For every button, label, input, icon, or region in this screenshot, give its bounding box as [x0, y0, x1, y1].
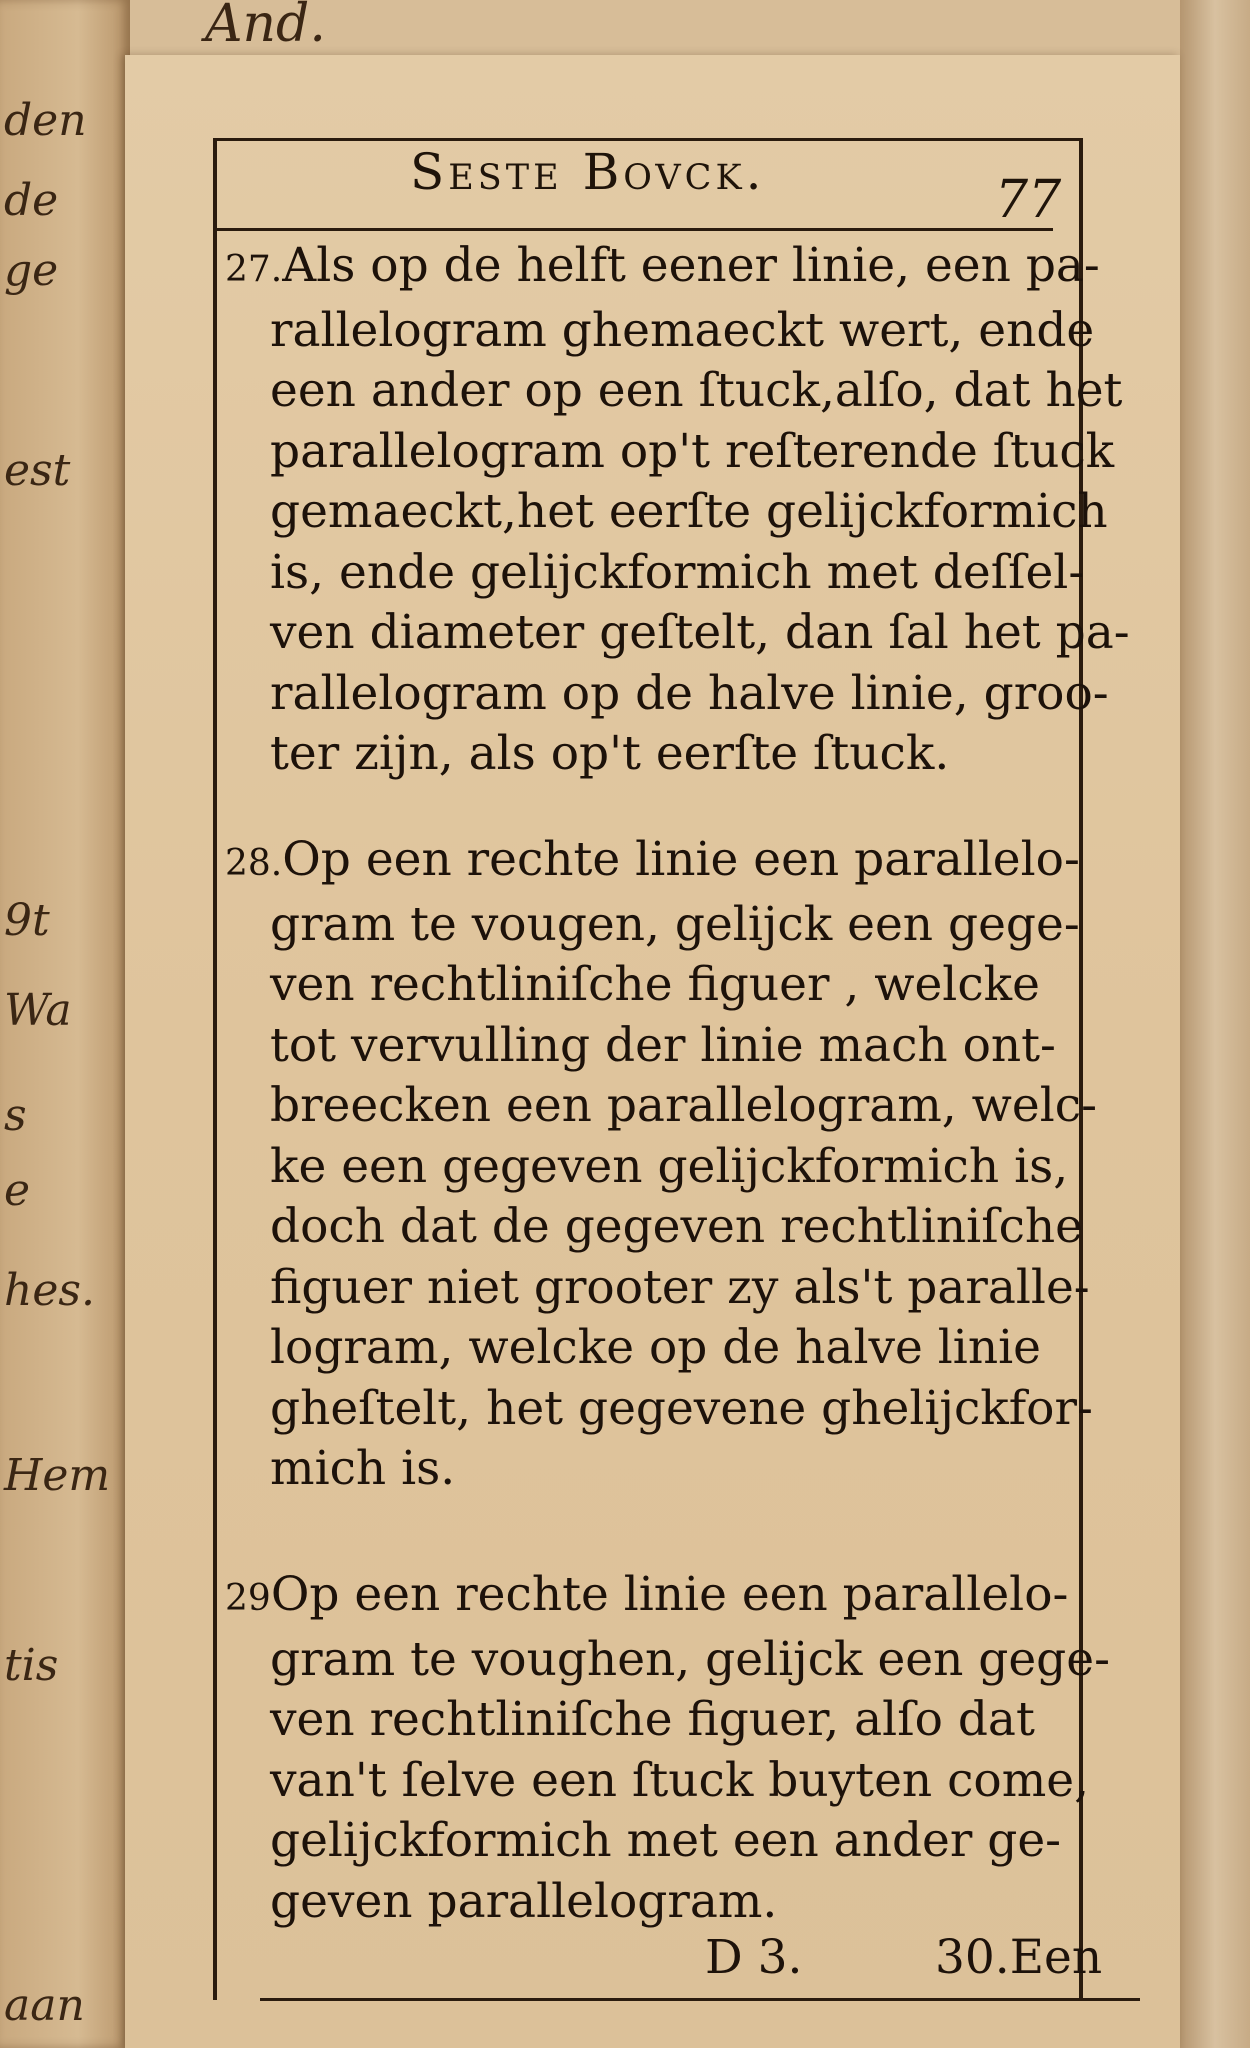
line-text: is, ende gelijckformich met deſſel- — [270, 544, 1085, 600]
text-line — [225, 1811, 1085, 1872]
line-text: gram te voughen, gelijck een gege- — [270, 1631, 1110, 1687]
line-text: een ander op een ſtuck,alſo, dat het — [270, 363, 1123, 418]
text-line — [225, 1076, 1097, 1137]
line-text: gelijckformich met een ander ge- — [270, 1813, 1062, 1868]
text-line — [225, 1137, 1085, 1198]
margin-note: Wa — [4, 985, 72, 1036]
text-line — [225, 724, 1085, 785]
margin-note: est — [4, 445, 71, 496]
line-text: geven parallelogram. — [270, 1873, 778, 1929]
top-handwritten-note: And. — [205, 0, 326, 54]
text-line — [225, 1197, 1085, 1258]
text-line — [225, 1690, 1085, 1751]
text-line — [225, 830, 1085, 895]
line-text: figuer niet grooter zy als't paralle- — [270, 1259, 1090, 1315]
text-line — [225, 603, 1130, 664]
paragraph-number: 29 — [225, 1578, 271, 1619]
line-text: breecken een parallelogram, welc- — [270, 1078, 1097, 1133]
text-line — [225, 301, 1095, 362]
line-text: rallelogram ghemaeckt wert, ende — [270, 302, 1095, 358]
line-text: ke een gegeven gelijckformich is, — [270, 1138, 1069, 1194]
text-line — [225, 1016, 1085, 1077]
text-line — [225, 955, 1085, 1016]
margin-note: Hem — [4, 1450, 111, 1501]
text-line — [225, 1318, 1085, 1379]
text-line — [225, 482, 1108, 543]
margin-note: ge — [4, 245, 59, 296]
line-text: Op een rechte linie een parallelo- — [282, 832, 1080, 887]
paragraph-29 — [225, 1565, 1110, 1932]
page-number: 77 — [995, 170, 1062, 230]
text-line — [225, 1565, 1085, 1630]
text-line — [225, 236, 1100, 301]
margin-note: tis — [4, 1640, 59, 1691]
text-line — [225, 1872, 1085, 1933]
line-text: parallelogram op't reſterende ſtuck — [270, 423, 1115, 479]
line-text: ven diameter geſtelt, dan ſal het pa- — [270, 605, 1130, 660]
text-line — [225, 422, 1115, 483]
line-text: mich is. — [270, 1441, 456, 1496]
header-rule — [213, 228, 1053, 231]
line-text: rallelogram op de halve linie, groo- — [270, 665, 1109, 721]
margin-note: hes. — [4, 1265, 95, 1316]
margin-note: aan — [4, 1980, 85, 2031]
line-text: doch dat de gegeven rechtliniſche — [270, 1199, 1083, 1254]
signature-mark: D 3. — [705, 1930, 803, 1985]
text-line — [225, 1751, 1090, 1812]
text-line — [225, 543, 1085, 604]
paragraph-number: 28. — [225, 843, 283, 884]
margin-note: den — [4, 95, 87, 146]
paragraph-28 — [225, 830, 1097, 1500]
paragraph-27 — [225, 236, 1130, 785]
line-text: logram, welcke op de halve linie — [270, 1320, 1041, 1375]
line-text: gemaeckt,het eerſte gelijckformich — [270, 484, 1108, 539]
text-line — [225, 664, 1109, 725]
running-head: Seste Bovck. — [410, 143, 766, 201]
margin-note: 9t — [4, 895, 50, 946]
line-text: tot vervulling der linie mach ont- — [270, 1017, 1056, 1073]
line-text: ven rechtliniſche figuer , welcke — [270, 957, 1040, 1012]
line-text: van't ſelve een ſtuck buyten come, — [270, 1752, 1090, 1808]
text-line — [225, 1258, 1090, 1319]
right-binding-edge — [1180, 0, 1250, 2048]
line-text: ven rechtliniſche figuer, alſo dat — [270, 1692, 1035, 1747]
text-line — [225, 1379, 1093, 1440]
top-rule — [213, 138, 1083, 141]
line-text: Op een rechte linie een parallelo- — [270, 1567, 1069, 1622]
line-text: ter zijn, als op't eerſte ſtuck. — [270, 726, 950, 781]
paragraph-number: 27. — [225, 249, 283, 290]
line-text: gram te vougen, gelijck een gege- — [270, 896, 1080, 952]
text-line — [225, 895, 1085, 956]
text-line — [225, 1630, 1110, 1691]
line-text: gheſtelt, het gegevene ghelijckfor- — [270, 1380, 1093, 1436]
bottom-rule — [260, 1998, 1140, 2001]
margin-note: e — [4, 1165, 31, 1216]
margin-note: s — [4, 1090, 27, 1141]
catchword: 30.Een — [935, 1930, 1103, 1985]
line-text: Als op de helft eener linie, een pa- — [282, 238, 1100, 293]
text-line — [225, 1439, 1085, 1500]
text-line — [225, 361, 1123, 422]
margin-note: de — [4, 175, 59, 226]
